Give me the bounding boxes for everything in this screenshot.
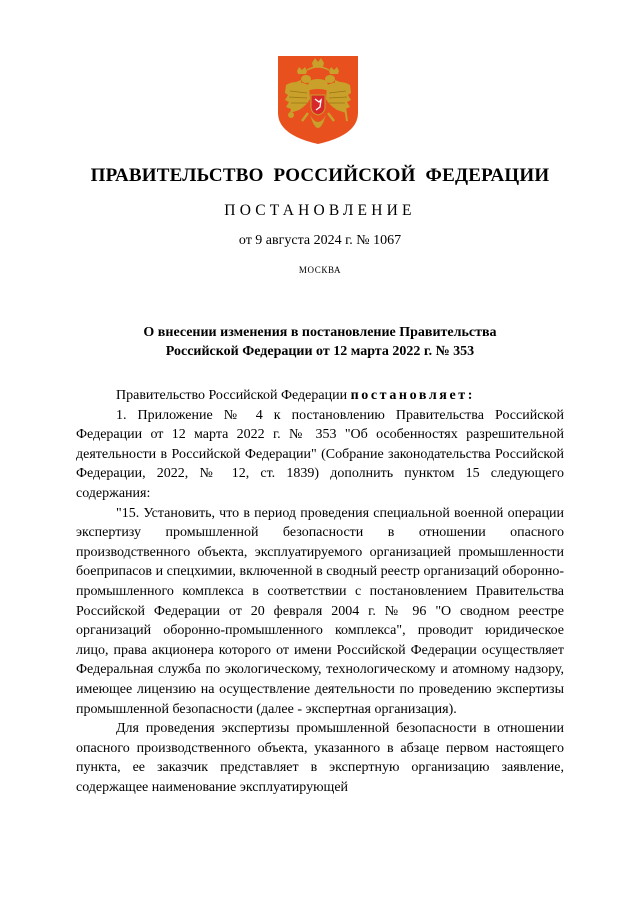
document-city: МОСКВА: [298, 265, 342, 275]
document-body: [76, 386, 564, 797]
paragraph-1: 1. Приложение № 4 к постановлению Правительства Российской Федерации от 12 марта 2022 г. № 353 "Об особенностях разрешительной деятельности в Российской Федерации" (Собрание законодательства Российской Федерации, 2022, № 12, ст. 1839) дополнить пунктом 15 следующего содержания:: [76, 407, 564, 501]
heading-line-1: О внесении изменения в постановление Правительства: [143, 325, 497, 340]
document-date-number: от 9 августа 2024 г. № 1067: [238, 233, 402, 248]
heading-line-2: Российской Федерации от 12 марта 2022 г. № 353: [165, 344, 475, 359]
government-title: ПРАВИТЕЛЬСТВО РОССИЙСКОЙ ФЕДЕРАЦИИ: [90, 165, 550, 186]
paragraph-3: Для проведения экспертизы промышленной безопасности в отношении опасного производственного объекта, указанного в абзаце первом настоящего пункта, ее заказчик представляет в экспертную организацию заявление, содержащее наименование эксплуатирующей: [76, 721, 564, 795]
document-type: ПОСТАНОВЛЕНИЕ: [224, 202, 416, 219]
paragraph-preamble: [76, 386, 564, 406]
preamble-decree-word: постановляет:: [350, 388, 475, 403]
paragraph-2: "15. Установить, что в период проведения специальной военной операции экспертизу промышленной безопасности в отношении опасного производственного объекта, эксплуатируемого организацией промышленности боеприпасов и спецхимии, включенной в сводный реестр организаций оборонно-промышленного комплекса в соответствии с постановлением Правительства Российской Федерации от 20 февраля 2004 г. № 96 "О сводном реестре организаций оборонно-промышленного комплекса", проводит юридическое лицо, права акционера которого от имени Российской Федерации осуществляет Федеральная служба по экологическому, технологическому и атомному надзору, имеющее лицензию на осуществление деятельности по проведению экспертизы промышленной безопасности (далее - экспертная организация).: [76, 505, 564, 717]
coat-of-arms-icon: [277, 55, 359, 145]
document-heading: [60, 323, 580, 361]
preamble-lead: Правительство Российской Федерации: [116, 388, 351, 403]
